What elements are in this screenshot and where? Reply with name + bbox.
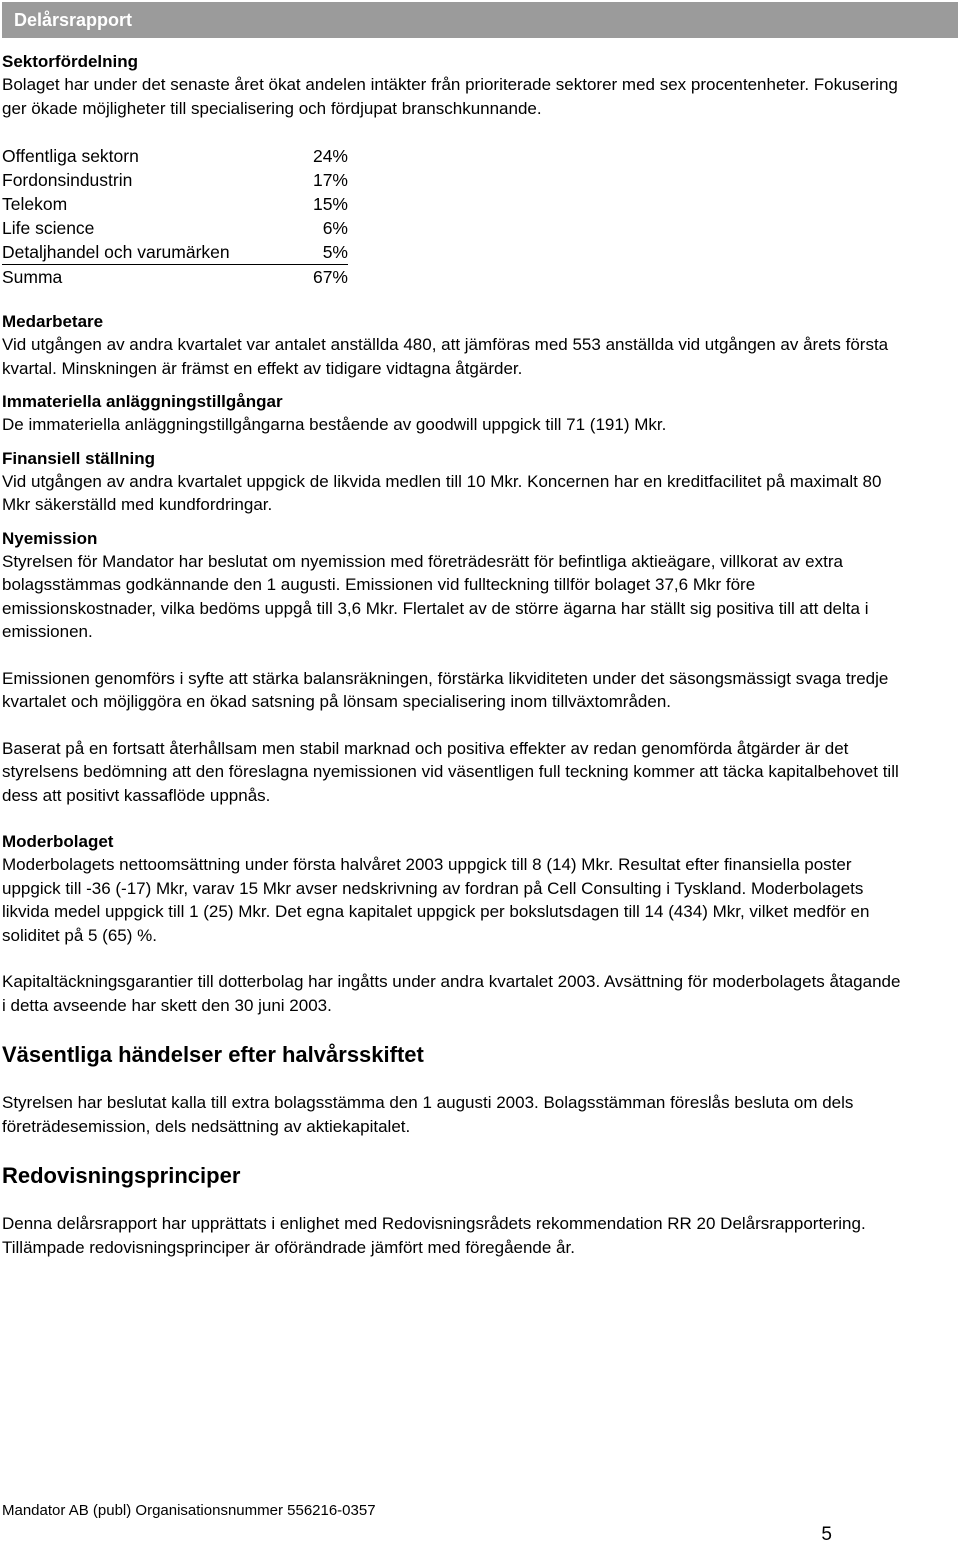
sector-table (2, 144, 348, 289)
finansiell-heading: Finansiell ställning (2, 448, 156, 468)
immateriella-heading: Immateriella anläggningstillgångar (2, 392, 283, 411)
medarbetare-text: Vid utgången av andra kvartalet var antalet anställda 480, att jämföras med 553 anställda vid utgången av årets första kvartal. Minskningen är främst en effekt av tidigare vidtagna åtgärder. (2, 335, 889, 378)
document-body (2, 50, 902, 1259)
sector-value: 17% (312, 170, 348, 190)
sector-row (2, 216, 348, 240)
footer-organisation: Mandator AB (publ) Organisationsnummer 556216-0357 (2, 1502, 376, 1519)
sektor-heading: Sektorfördelning (2, 52, 139, 71)
report-title: Delårsrapport (14, 10, 133, 30)
sector-value: 5% (268, 240, 348, 265)
sector-name: Offentliga sektorn (2, 146, 139, 166)
moderbolaget-heading: Moderbolaget (2, 832, 114, 851)
nyemission-p3: Baserat på en fortsatt återhållsam men stabil marknad och positiva effekter av redan genomförda åtgärder är det styrelsens bedömning att den föreslagna nyemissionen vid väsentligen full teckning kommer att täcka kapitalbehovet till dess att positivt kassaflöde uppnås. (2, 738, 899, 805)
sector-total-value: 67% (312, 267, 348, 287)
redovisning-heading: Redovisningsprinciper (2, 1163, 241, 1188)
sector-row (2, 192, 348, 216)
sector-row (2, 240, 348, 265)
sector-row (2, 168, 348, 192)
sector-name: Detaljhandel och varumärken (2, 240, 268, 265)
sector-value: 15% (312, 194, 348, 214)
sector-value: 6% (322, 218, 348, 238)
vasentliga-heading: Väsentliga händelser efter halvårsskiftet (2, 1042, 424, 1067)
nyemission-p2: Emissionen genomförs i syfte att stärka balansräkningen, förstärka likviditeten under det säsongsmässigt svaga tredje kvartalet och möjliggöra en ökad satsning på lönsam specialisering inom tillväxtområden. (2, 668, 889, 711)
sector-total-row (2, 265, 348, 290)
redovisning-text: Denna delårsrapport har upprättats i enlighet med Redovisningsrådets rekommendation RR 20 Delårsrapportering. Tillämpade redovisningsprinciper är oförändrade jämfört med föregående år. (2, 1214, 866, 1257)
sector-name: Telekom (2, 194, 68, 214)
moderbolaget-p2: Kapitaltäckningsgarantier till dotterbolag har ingåtts under andra kvartalet 2003. Avsättning för moderbolagets åtagande i detta avseende har skett den 30 juni 2003. (2, 972, 901, 1015)
sector-name: Life science (2, 218, 95, 238)
vasentliga-text: Styrelsen har beslutat kalla till extra bolagsstämma den 1 augusti 2003. Bolagsstämman föreslås besluta om dels företrädesemission, dels nedsättning av aktiekapitalet. (2, 1093, 854, 1136)
nyemission-p1: Styrelsen för Mandator har beslutat om nyemission med företrädesrätt för befintliga aktieägare, villkorat av extra bolagsstämmas godkännande den 1 augusti. Emissionen vid fullteckning tillför bolaget 37,6 Mkr före emissionskostnader, vilka bedöms uppgå till 3,6 Mkr. Flertalet av de större ägarna har ställt sig positiva till att delta i emissionen. (2, 551, 869, 641)
sector-total-label: Summa (2, 267, 63, 287)
sector-value: 24% (312, 146, 348, 166)
moderbolaget-p1: Moderbolagets nettoomsättning under första halvåret 2003 uppgick till 8 (14) Mkr. Resultat efter finansiella poster uppgick till -36 (-17) Mkr, varav 15 Mkr avser nedskrivning av fordran på Cell Consulting i Tyskland. Moderbolagets likvida medel uppgick till 1 (25) Mkr. Det egna kapitalet uppgick per bokslutsdagen till 14 (434) Mkr, vilket medför en soliditet på 5 (65) %. (2, 855, 870, 945)
sector-row (2, 144, 348, 168)
sektor-text: Bolaget har under det senaste året ökat andelen intäkter från prioriterade sektorer med sex procentenheter. Fokusering ger ökade möjligheter till specialisering och fördjupat branschkunnande. (2, 75, 898, 118)
medarbetare-heading: Medarbetare (2, 312, 104, 331)
page-number: 5 (821, 1524, 832, 1545)
report-header-bar (2, 2, 958, 38)
sector-name: Fordonsindustrin (2, 170, 133, 190)
immateriella-text: De immateriella anläggningstillgångarna bestående av goodwill uppgick till 71 (191) Mkr. (2, 415, 667, 434)
nyemission-heading: Nyemission (2, 528, 98, 548)
finansiell-text: Vid utgången av andra kvartalet uppgick de likvida medlen till 10 Mkr. Koncernen har en kreditfacilitet på maximalt 80 Mkr säkerställd med kundfordringar. (2, 471, 882, 514)
